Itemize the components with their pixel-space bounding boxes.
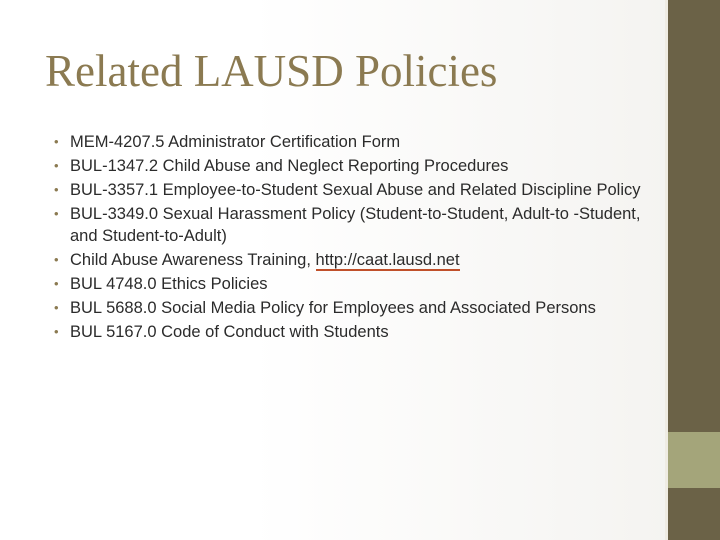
bullet-icon: • — [54, 134, 59, 149]
bullet-list — [48, 131, 648, 345]
bullet-icon: • — [54, 182, 59, 197]
bullet-item — [48, 155, 648, 177]
bullet-text: BUL-1347.2 Child Abuse and Neglect Reporting Procedures — [70, 157, 509, 175]
bullet-item — [48, 179, 648, 201]
bullet-icon: • — [54, 206, 59, 221]
caat-training-link[interactable]: http://caat.lausd.net — [315, 251, 460, 269]
bullet-icon: • — [54, 276, 59, 291]
bullet-item — [48, 131, 648, 153]
bullet-text: BUL 4748.0 Ethics Policies — [70, 275, 268, 293]
bullet-item — [48, 273, 648, 295]
bullet-item — [48, 203, 648, 247]
bullet-text: BUL-3349.0 Sexual Harassment Policy (Student-to-Student, Adult-to -Student, and Student-to-Adult) — [70, 205, 641, 245]
bullet-text: BUL-3357.1 Employee-to-Student Sexual Abuse and Related Discipline Policy — [70, 181, 641, 199]
bullet-item — [48, 321, 648, 343]
side-band-accent — [668, 432, 720, 488]
bullet-text: BUL 5688.0 Social Media Policy for Employees and Associated Persons — [70, 299, 596, 317]
bullet-item — [48, 249, 648, 271]
bullet-item — [48, 297, 648, 319]
slide-title: Related LAUSD Policies — [45, 46, 498, 96]
bullet-text: Child Abuse Awareness Training, — [70, 251, 316, 269]
bullet-icon: • — [54, 324, 59, 339]
bullet-text: BUL 5167.0 Code of Conduct with Students — [70, 323, 389, 341]
bullet-icon: • — [54, 252, 59, 267]
bullet-icon: • — [54, 300, 59, 315]
bullet-icon: • — [54, 158, 59, 173]
bullet-text: MEM-4207.5 Administrator Certification Form — [70, 133, 401, 151]
